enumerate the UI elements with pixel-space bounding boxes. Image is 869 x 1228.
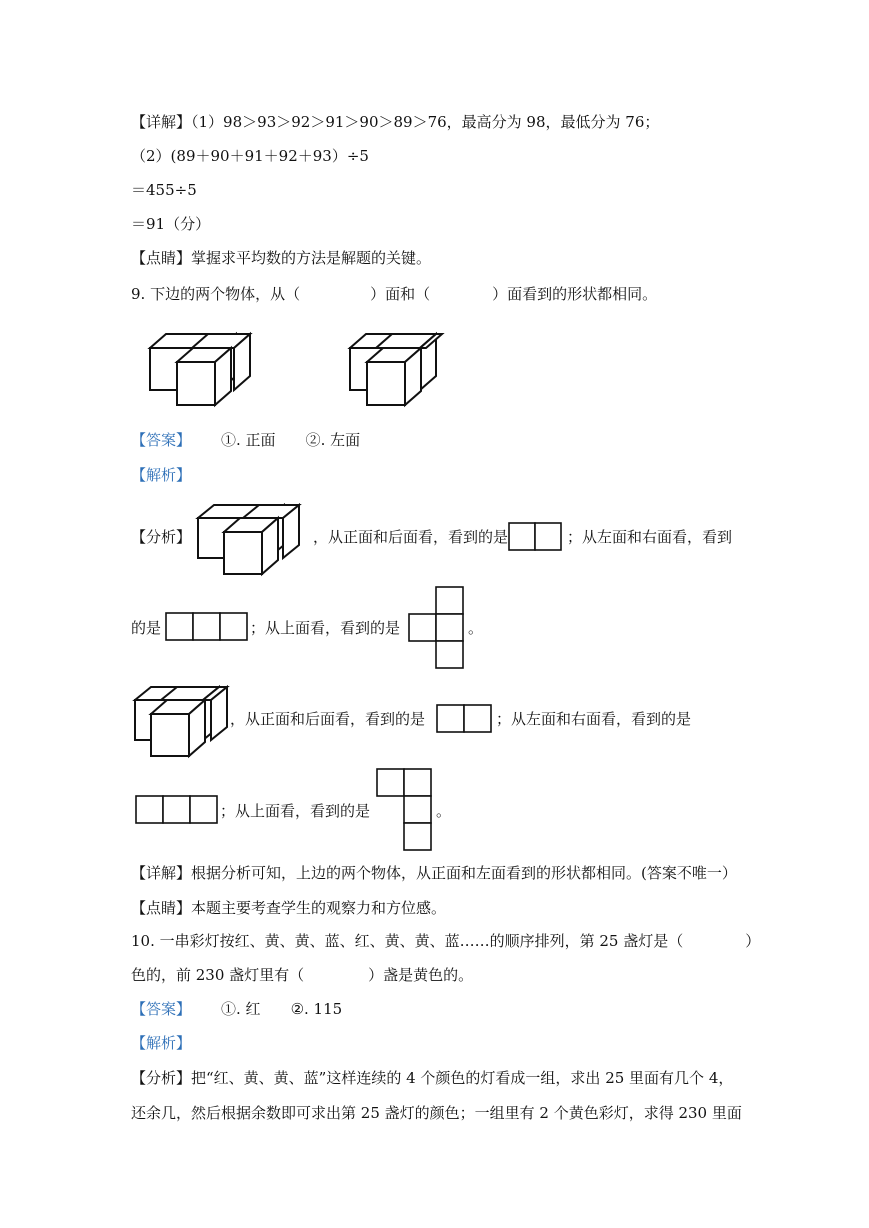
q9-obj2-left-text: ；从左面和右面看，看到的是: [496, 710, 692, 728]
top-view-grid-2-icon: [376, 768, 436, 854]
q9-answer-1: ①. 正面: [221, 431, 276, 449]
q9-fenxi-label: 【分析】: [131, 528, 192, 546]
q9-tip-text: 本题主要考查学生的观察力和方位感。: [191, 899, 447, 917]
q10-text-1: 10. 一串彩灯按红、黄、黄、蓝、红、黄、黄、蓝……的顺序排列，第 25 盏灯是（: [131, 932, 684, 950]
q9-detail-label: 【详解】: [131, 864, 192, 882]
q9-answer: [131, 430, 360, 450]
q9-tip: [131, 898, 446, 918]
q9-period-1: 。: [468, 619, 484, 637]
q9-text-c: ）面看到的形状都相同。: [492, 285, 658, 303]
detail-line-1: [131, 112, 659, 132]
q10-answer-label: 【答案】: [131, 1000, 192, 1018]
q10-answer-2: ②. 115: [290, 1000, 343, 1018]
q10-fenxi-line-2: 还余几，然后根据余数即可求出第 25 盏灯的颜色；一组里有 2 个黄色彩灯，求得 230 里面: [131, 1104, 742, 1122]
detail-text-1: （1）98＞93＞92＞91＞90＞89＞76，最高分为 98，最低分为 76；: [191, 113, 660, 131]
detail-line-3: ＝455÷5: [131, 181, 197, 199]
q10-answer-1: ①. 红: [221, 1000, 261, 1018]
q9-obj1-left-text: ；从左面和右面看，看到: [567, 528, 733, 546]
q9-obj2-front-text: ，从正面和后面看，看到的是: [230, 710, 426, 728]
side-view-grid-1-icon: [165, 612, 249, 642]
q9-answer-2: ②. 左面: [305, 431, 361, 449]
cube-object-2-icon: [340, 322, 460, 412]
q9-text-a: 9. 下边的两个物体，从（: [131, 285, 301, 303]
q9-analysis-label: 【解析】: [131, 466, 192, 484]
q9-question: [131, 284, 657, 304]
cube-object-2-small-icon: [131, 676, 231, 762]
q9-obj1-front-text: ，从正面和后面看，看到的是: [313, 528, 509, 546]
q10-text-1-end: ）: [745, 932, 761, 950]
q10-text-2-end: ）盏是黄色的。: [368, 966, 474, 984]
q9-obj1-top-text: ；从上面看，看到的是: [250, 619, 401, 637]
q9-obj2-top-text: ；从上面看，看到的是: [220, 802, 371, 820]
tip-text: 掌握求平均数的方法是解题的关键。: [191, 249, 432, 267]
top-view-grid-1-icon: [408, 586, 466, 670]
q10-analysis-label: 【解析】: [131, 1034, 192, 1052]
q10-answer: [131, 999, 342, 1019]
tip-line-1: [131, 248, 431, 268]
tip-label: 【点睛】: [131, 249, 192, 267]
detail-line-4: ＝91（分）: [131, 215, 211, 233]
detail-label: 【详解】: [131, 113, 192, 131]
q10-question-line-2: [131, 965, 473, 985]
q9-text-b: ）面和（: [370, 285, 431, 303]
q9-detail-text: 根据分析可知，上边的两个物体，从正面和左面看到的形状都相同。(答案不唯一）: [191, 864, 737, 882]
detail-line-2: （2）(89＋90＋91＋92＋93）÷5: [131, 147, 369, 165]
q10-fenxi-text-1: 把“红、黄、黄、蓝”这样连续的 4 个颜色的灯看成一组，求出 25 里面有几个 4，: [191, 1069, 734, 1087]
cube-object-1-icon: [140, 322, 260, 412]
q9-period-2: 。: [436, 802, 452, 820]
front-view-grid-2-icon: [436, 704, 494, 734]
q9-answer-label: 【答案】: [131, 431, 192, 449]
q10-fenxi-label: 【分析】: [131, 1069, 192, 1087]
q10-question-line-1: [131, 931, 760, 951]
cube-object-1-small-icon: [193, 494, 309, 580]
q9-detail: [131, 863, 737, 883]
front-view-grid-1-icon: [508, 522, 564, 552]
q10-fenxi-line-1: [131, 1068, 733, 1088]
q9-tip-label: 【点睛】: [131, 899, 192, 917]
q9-obj1-left-cont: 的是: [131, 619, 162, 637]
q10-text-2: 色的，前 230 盏灯里有（: [131, 966, 305, 984]
side-view-grid-2-icon: [135, 795, 219, 825]
